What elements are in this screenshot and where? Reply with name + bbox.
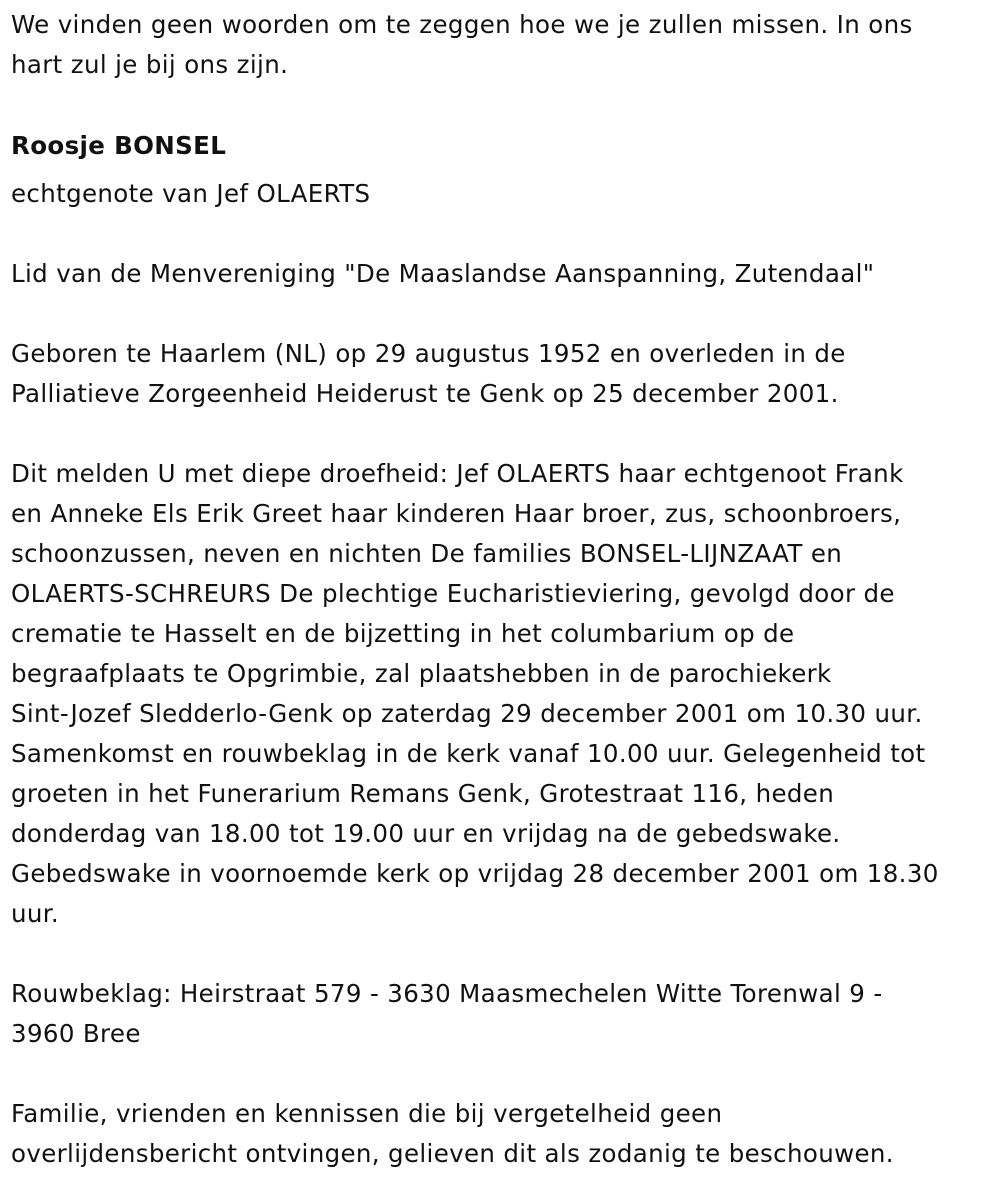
text-line: Samenkomst en rouwbeklag in de kerk vanaf 10.00 uur. Gelegenheid tot	[11, 739, 926, 768]
intro-paragraph	[11, 5, 913, 85]
text-line: uur.	[11, 899, 60, 928]
text-line: donderdag van 18.00 tot 19.00 uur en vrijdag na de gebedswake.	[11, 819, 841, 848]
text-line: hart zul je bij ons zijn.	[11, 50, 289, 79]
text-line: We vinden geen woorden om te zeggen hoe we je zullen missen. In ons	[11, 10, 913, 39]
announcement-paragraph	[11, 454, 939, 934]
text-line: schoonzussen, neven en nichten De families BONSEL-LIJNZAAT en	[11, 539, 843, 568]
text-line: Rouwbeklag: Heirstraat 579 - 3630 Maasmechelen Witte Torenwal 9 -	[11, 979, 883, 1008]
spouse-line: echtgenote van Jef OLAERTS	[11, 179, 371, 208]
closing-notice-paragraph	[11, 1094, 894, 1174]
text-line: 3960 Bree	[11, 1019, 141, 1048]
text-line: Familie, vrienden en kennissen die bij vergetelheid geen	[11, 1099, 723, 1128]
text-line: crematie te Hasselt en de bijzetting in het columbarium op de	[11, 619, 795, 648]
text-line: groeten in het Funerarium Remans Genk, Grotestraat 116, heden	[11, 779, 835, 808]
text-line: Sint-Jozef Sledderlo-Genk op zaterdag 29 december 2001 om 10.30 uur.	[11, 699, 923, 728]
text-line: begraafplaats te Opgrimbie, zal plaatshebben in de parochiekerk	[11, 659, 832, 688]
deceased-name: Roosje BONSEL	[11, 131, 227, 160]
text-line: overlijdensbericht ontvingen, gelieven dit als zodanig te beschouwen.	[11, 1139, 894, 1168]
text-line: en Anneke Els Erik Greet haar kinderen Haar broer, zus, schoonbroers,	[11, 499, 902, 528]
birth-death-paragraph	[11, 334, 846, 414]
text-line: Geboren te Haarlem (NL) op 29 augustus 1952 en overleden in de	[11, 339, 846, 368]
text-line: Gebedswake in voornoemde kerk op vrijdag 28 december 2001 om 18.30	[11, 859, 939, 888]
text-line: Dit melden U met diepe droefheid: Jef OLAERTS haar echtgenoot Frank	[11, 459, 904, 488]
membership-line: Lid van de Menvereniging "De Maaslandse Aanspanning, Zutendaal"	[11, 259, 875, 288]
text-line: Palliatieve Zorgeenheid Heiderust te Genk op 25 december 2001.	[11, 379, 839, 408]
text-line: OLAERTS-SCHREURS De plechtige Eucharistieviering, gevolgd door de	[11, 579, 895, 608]
condolence-address-paragraph	[11, 974, 883, 1054]
